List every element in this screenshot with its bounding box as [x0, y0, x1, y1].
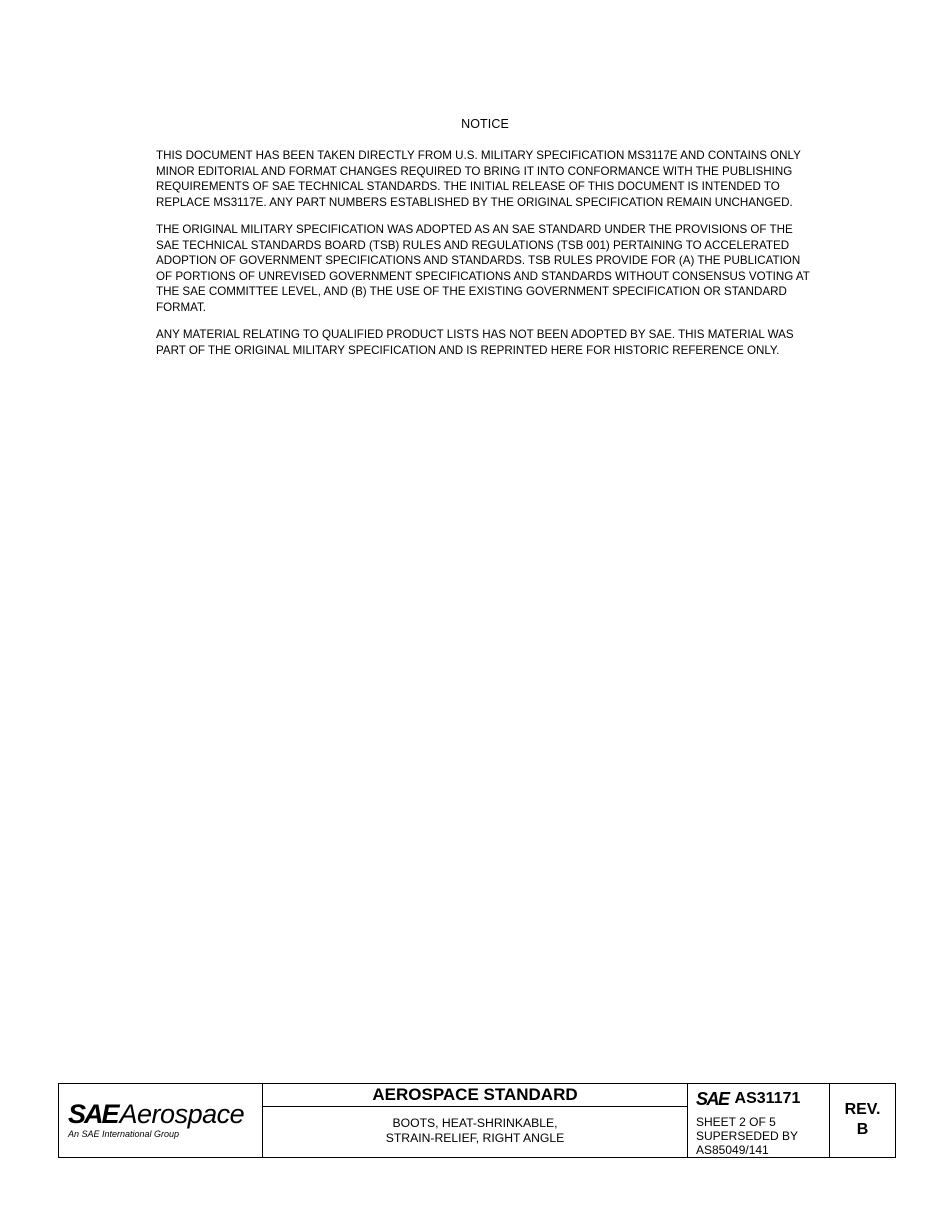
- sae-mini-logo: SAE: [696, 1089, 729, 1109]
- logo-brand: SAE: [68, 1099, 118, 1129]
- title-block: [58, 1083, 896, 1158]
- logo-mark: [68, 1101, 244, 1128]
- logo-name: Aerospace: [119, 1099, 245, 1129]
- description-line-1: BOOTS, HEAT-SHRINKABLE,: [392, 1116, 558, 1130]
- document-number-cell: [688, 1084, 830, 1157]
- title-cell: [263, 1084, 688, 1157]
- superseded-by: AS85049/141: [696, 1143, 769, 1157]
- sheet-number: SHEET 2 OF 5: [696, 1115, 776, 1129]
- notice-heading: NOTICE: [461, 117, 509, 131]
- notice-body: [156, 148, 816, 370]
- notice-paragraph-3: ANY MATERIAL RELATING TO QUALIFIED PRODUCT LISTS HAS NOT BEEN ADOPTED BY SAE. THIS MATERIAL WAS PART OF THE ORIGINAL MILITARY SPECIFICATION AND IS REPRINTED HERE FOR HISTORIC REFERENCE ONLY.: [156, 328, 794, 357]
- sae-aerospace-logo: [59, 1084, 263, 1157]
- superseded-label: SUPERSEDED BY: [696, 1129, 799, 1143]
- notice-paragraph-1: THIS DOCUMENT HAS BEEN TAKEN DIRECTLY FROM U.S. MILITARY SPECIFICATION MS3117E AND CONTAINS ONLY MINOR EDITORIAL AND FORMAT CHANGES REQUIRED TO BRING IT INTO CONFORMANCE WITH THE PUBLISHING REQUIREMENTS OF SAE TECHNICAL STANDARDS. THE INITIAL RELEASE OF THIS DOCUMENT IS INTENDED TO REPLACE MS3117E. ANY PART NUMBERS ESTABLISHED BY THE ORIGINAL SPECIFICATION REMAIN UNCHANGED.: [156, 149, 801, 209]
- notice-paragraph-2: THE ORIGINAL MILITARY SPECIFICATION WAS ADOPTED AS AN SAE STANDARD UNDER THE PROVISIONS OF THE SAE TECHNICAL STANDARDS BOARD (TSB) RULES AND REGULATIONS (TSB 001) PERTAINING TO ACCELERATED ADOPTION OF GOVERNMENT SPECIFICATIONS AND STANDARDS. TSB RULES PROVIDE FOR (A) THE PUBLICATION OF PORTIONS OF UNREVISED GOVERNMENT SPECIFICATIONS AND STANDARDS WITHOUT CONSENSUS VOTING AT THE SAE COMMITTEE LEVEL, AND (B) THE USE OF THE EXISTING GOVERNMENT SPECIFICATION OR STANDARD FORMAT.: [156, 223, 810, 314]
- revision-value: B: [856, 1121, 869, 1138]
- document-category: AEROSPACE STANDARD: [263, 1084, 687, 1107]
- revision-label: REV.: [844, 1101, 881, 1118]
- description-line-2: STRAIN-RELIEF, RIGHT ANGLE: [385, 1130, 565, 1145]
- document-description: [263, 1107, 687, 1157]
- logo-tagline: An SAE International Group: [68, 1129, 180, 1139]
- revision-cell: [830, 1084, 895, 1157]
- sheet-info: [696, 1115, 798, 1157]
- document-number-header: [696, 1090, 800, 1108]
- document-number: AS31171: [734, 1090, 801, 1107]
